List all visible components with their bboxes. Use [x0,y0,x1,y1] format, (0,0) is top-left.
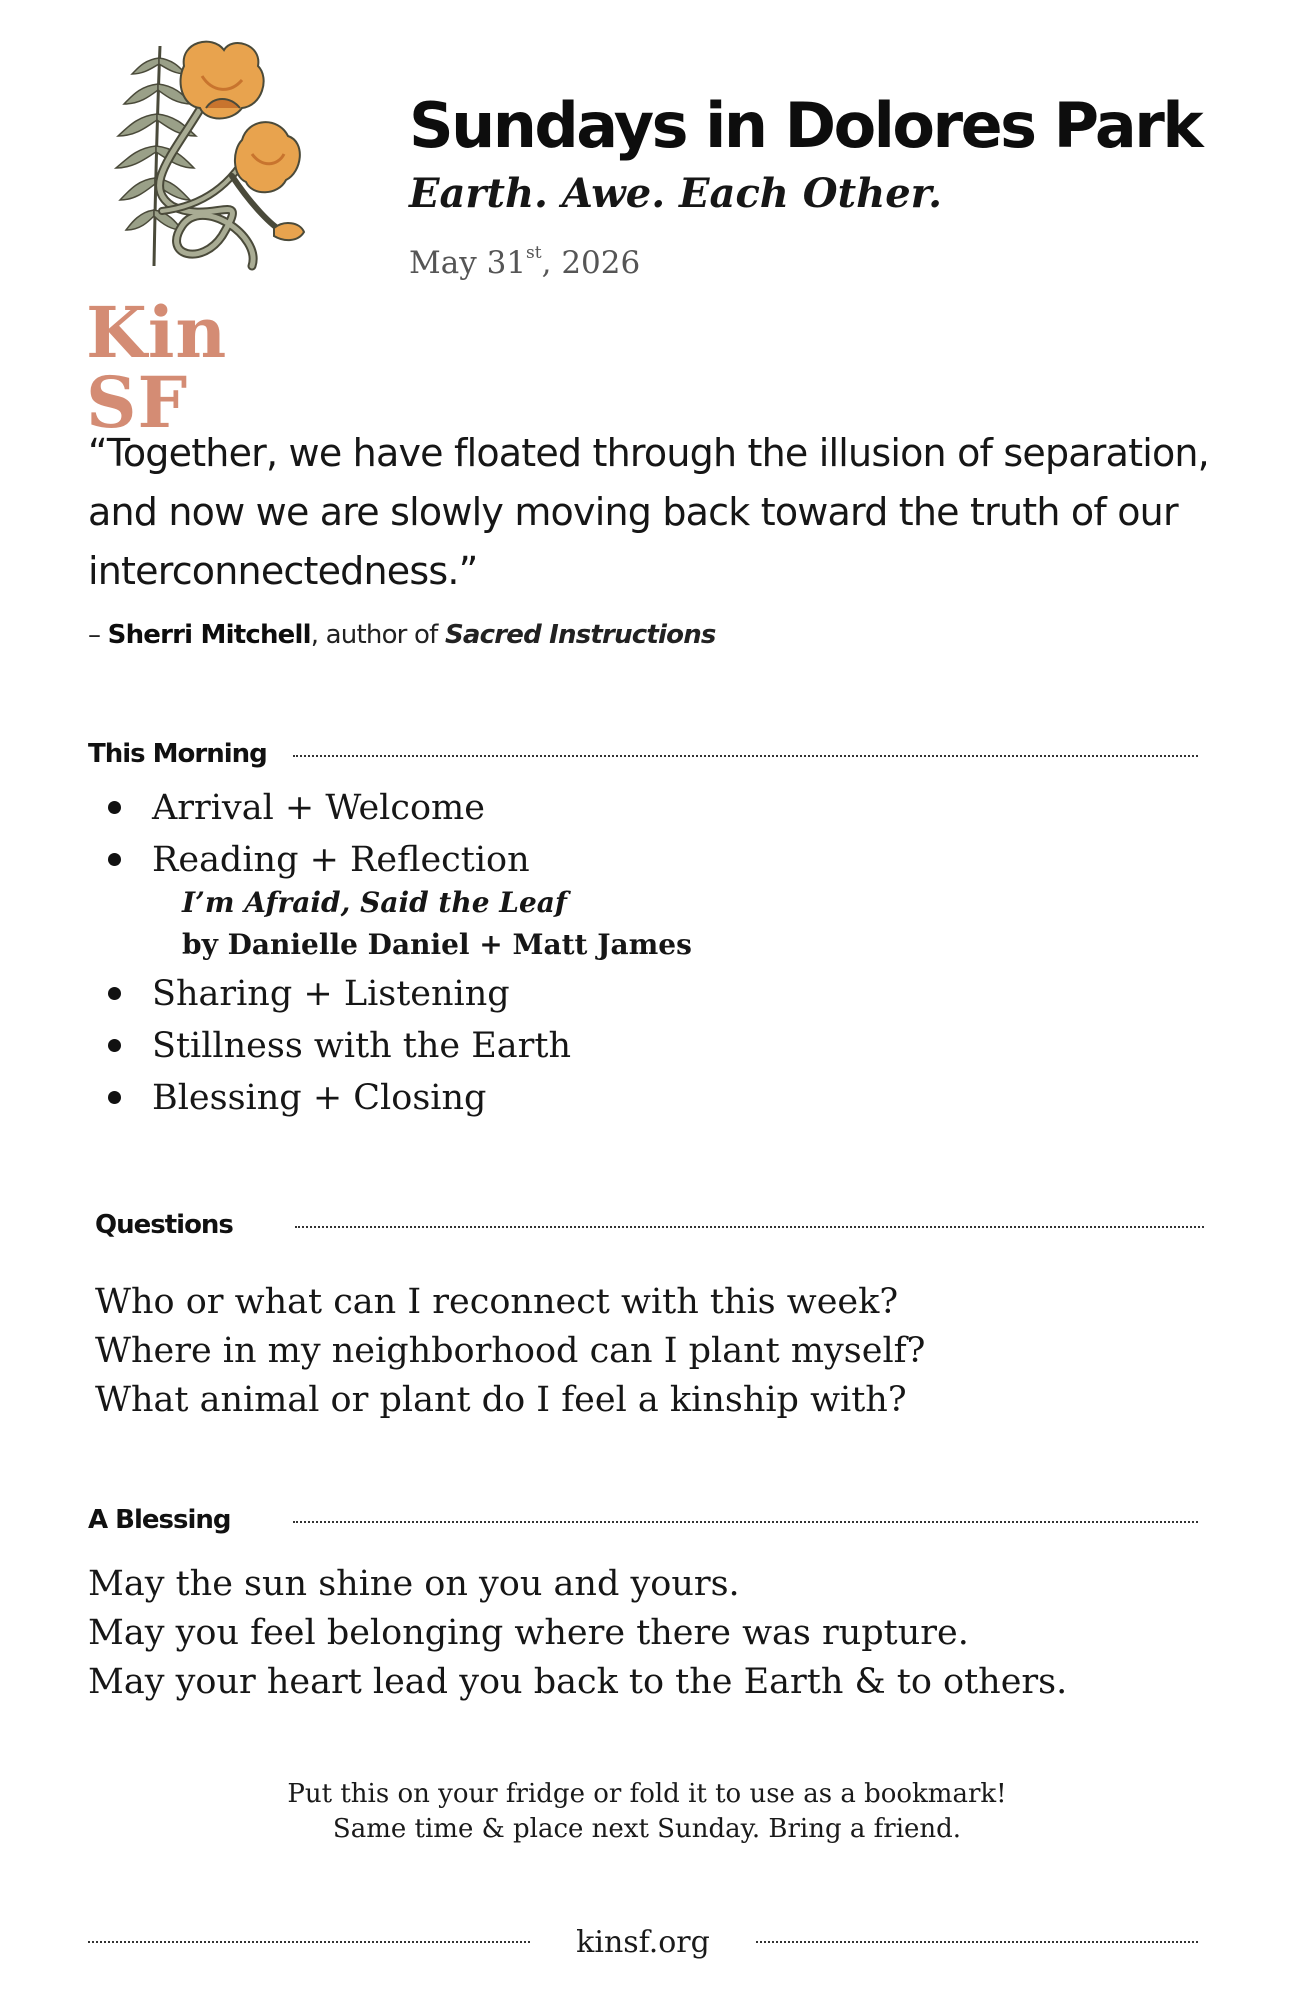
date-suffix: st [526,242,542,263]
blessing-line: May you feel belonging where there was rupture. [88,1613,969,1653]
attribution-dash: – [88,620,108,650]
attribution-connector: , author of [310,620,445,650]
dotted-divider [293,1521,1198,1523]
kin-sf-logo [82,36,342,444]
date-year: , 2026 [541,245,641,281]
page-subtitle: Earth. Awe. Each Other. [409,170,942,217]
footer-note-line: Put this on your fridge or fold it to use as a bookmark! [287,1779,1007,1809]
logo-text: Kin SF [86,291,228,444]
list-item-label: Stillness with the Earth [152,1026,572,1066]
reading-title: I’m Afraid, Said the Leaf [182,886,567,919]
section-questions [95,1205,1204,1245]
section-this-morning [88,734,1198,774]
list-item-label: Arrival + Welcome [152,788,485,828]
quote-book: Sacred Instructions [444,620,716,650]
section-heading: Questions [95,1210,233,1240]
footer-note [0,1777,1294,1847]
list-item-label: Sharing + Listening [152,974,510,1014]
list-item [100,1020,692,1072]
list-item-label: Blessing + Closing [152,1078,487,1118]
dotted-divider [295,1226,1204,1228]
question-line: Who or what can I reconnect with this week? [95,1282,899,1322]
footer-note-line: Same time & place next Sunday. Bring a friend. [332,1814,962,1844]
section-heading: This Morning [88,739,267,769]
website-link[interactable]: kinsf.org [576,1924,710,1960]
blessing-line: May the sun shine on you and yours. [88,1564,740,1604]
list-item [100,782,692,834]
list-item [100,1072,692,1124]
blessing-text [88,1560,1067,1707]
dotted-divider [756,1941,1198,1943]
date-main: May 31 [409,245,527,281]
questions-list [95,1278,925,1425]
quote-text: “Together, we have floated through the illusion of separation, and now we are slowly moving back toward the truth of our interconnectedness.” [88,431,1209,593]
question-line: Where in my neighborhood can I plant myself? [95,1331,926,1371]
event-date [409,242,641,281]
reading-detail [182,882,692,966]
bullet-icon [108,853,121,866]
bullet-icon [108,801,121,814]
blessing-line: May your heart lead you back to the Earth & to others. [88,1662,1068,1702]
dotted-divider [88,1941,530,1943]
quote-author: Sherri Mitchell [107,620,311,650]
reading-author: by Danielle Daniel + Matt James [182,928,692,961]
bullet-icon [108,987,121,1000]
list-item [100,968,692,1020]
quote-attribution [88,620,716,650]
question-line: What animal or plant do I feel a kinship with? [95,1380,907,1420]
footer [88,1922,1198,1962]
poppy-fern-icon [102,36,322,276]
bullet-icon [108,1091,121,1104]
list-item [100,834,692,886]
list-item-label: Reading + Reflection [152,840,530,880]
bullet-icon [108,1039,121,1052]
dotted-divider [293,755,1198,757]
section-blessing [88,1500,1198,1540]
page-title: Sundays in Dolores Park [409,89,1202,162]
agenda-list [100,782,692,1124]
section-heading: A Blessing [88,1505,231,1535]
